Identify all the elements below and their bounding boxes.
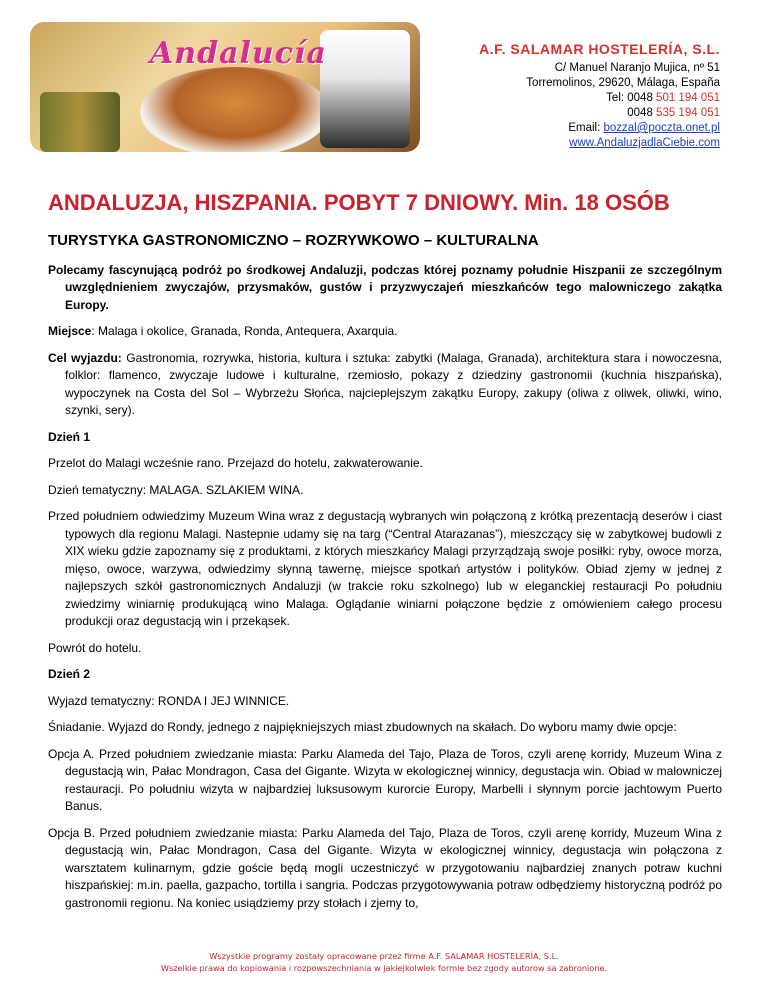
goal-text: Gastronomia, rozrywka, historia, kultura i sztuka: zabytki (Malaga, Granada), architektura stara i nowoczesna, folklor: flamenco, zwyczaje ludowe i kulturalne, rzemiosło, pokazy z dziedziny gastronomii (kuchnia hiszpańska), wypoczynek na Costa del Sol – Wybrzeżu Słońca, najcieplejszym zakątku Europy, zakupy (oliwa z oliwek, oliwki, wino, szynki, sery). (65, 350, 722, 417)
website-link[interactable]: www.AndaluzjadlaCiebie.com (569, 137, 720, 149)
document-title: ANDALUZJA, HISZPANIA. POBYT 7 DNIOWY. Min. 18 OSÓB (48, 190, 670, 215)
day1-paragraph-2: Dzień tematyczny: MALAGA. SZLAKIEM WINA. (48, 482, 304, 497)
intro-paragraph: Polecamy fascynującą podróż po środkowej Andaluzji, podczas której poznamy południe Hiszpanii ze szczególnym uwzględnieniem zwyczajów, przysmaków, gustów i przyzwyczajeń mieszkańców tego malowniczego zakątka Europy. (48, 262, 722, 312)
day2-option-b: Opcja B. Przed południem zwiedzanie miasta: Parku Alameda del Tajo, Plaza de Toros, czyli arenę korridy, Muzeum Wina z degustacją win, Pałac Mondragon, Casa del Gigante. Wizyta w ekologicznej winnicy, degustacja win połączona z warsztatem kulinarnym, gdzie goście będą mogli uczestniczyć w przygotowaniu najbardziej znanych potraw kuchni hiszpańskiej: m.in. paella, gazpacho, tortilla i sangria. Podczas przygotowywania potraw odbędziemy historyczną podróż po gastronomii regionu. Na koniec usiądziemy przy stołach i zjemy to, (48, 825, 722, 910)
day1-paragraph-4: Powrót do hotelu. (48, 640, 142, 655)
document-body (48, 190, 722, 921)
day2-paragraph-2: Śniadanie. Wyjazd do Rondy, jednego z najpiękniejszych miast zbudownych na skałach. Do wyboru mamy dwie opcje: (48, 720, 677, 734)
company-email (420, 121, 720, 136)
day1-paragraph-1: Przelot do Malagi wcześnie rano. Przejazd do hotelu, zakwaterowanie. (48, 456, 423, 470)
email-link[interactable]: bozzal@poczta.onet.pl (603, 122, 720, 134)
day2-paragraph-1: Wyjazd tematyczny: RONDA I JEJ WINNICE. (48, 693, 290, 708)
goal-label: Cel wyjazdu: (48, 350, 122, 365)
day2-heading: Dzień 2 (48, 667, 91, 681)
oil-bottles-graphic (40, 92, 120, 152)
day2-option-a: Opcja A. Przed południem zwiedzanie miasta: Parku Alameda del Tajo, Plaza de Toros, czyli arenę korridy, Muzeum Wina z degustacją win, Pałac Mondragon, Casa del Gigante. Wizyta w ekologicznej winnicy, degustacja win. Obiad w malowniczej restauracji. Po południu wizyta w najbardziej luksusowym kurorcie Europy, Marbelli i słynnym porcie jachtowym Puerto Banus. (48, 746, 722, 813)
place-label: Miejsce (48, 324, 92, 338)
phone-label: Tel: 0048 (606, 92, 657, 104)
day1-paragraph-3: Przed południem odwiedzimy Muzeum Wina wraz z degustacją wybranych win połączoną z krótką prezentacją deserów i ciast typowych dla regionu Malagi. Nastepnie udamy się na targ (“Central Atarazanas”), mieszczący się w zabytkowej budowli z XIX wieku gdzie zapoznamy się z produktami, z których mieszkańcy Malagi przyrządzają swoje posiłki: ryby, owoce morza, mięso, owoce, warzywa, odwiedzimy słynną tawernę, miejsce spotkań artystów i polityków. Obiad zjemy w jednej z najlepszych szkół gastronomicznych Andaluzji (w trakcie roku szkolnego) lub w eleganckiej restauracji Po południu zwiedzimy winiarnię produkującą wino Malaga. Oglądanie winiarni połączone będzie z omówieniem całego procesu produkcji oraz degustacją win i przekąsek. (48, 509, 722, 628)
footer-line-1: Wszystkie programy zostały opracowane przez firme A.F. SALAMAR HOSTELERÍA, S.L. (209, 951, 559, 961)
company-phone-2 (420, 106, 720, 121)
company-info (420, 42, 720, 151)
phone-number-2: 535 194 051 (656, 107, 720, 119)
company-phone-1 (420, 91, 720, 106)
andalucia-logo: Andalucía (150, 36, 327, 71)
header-banner-image (30, 22, 420, 152)
company-address-line1: C/ Manuel Naranjo Mujica, nº 51 (554, 62, 720, 74)
chefs-photo (320, 30, 410, 148)
email-label: Email: (568, 122, 604, 134)
phone-prefix: 0048 (627, 107, 657, 119)
company-address-line2: Torremolinos, 29620, Málaga, España (526, 77, 720, 89)
page-footer (0, 950, 768, 974)
place-text: : Malaga i okolice, Granada, Ronda, Antequera, Axarquia. (91, 324, 398, 338)
document-subtitle: TURYSTYKA GASTRONOMICZNO – ROZRYWKOWO – KULTURALNA (48, 232, 539, 249)
company-name: A.F. SALAMAR HOSTELERÍA, S.L. (479, 41, 720, 57)
place-paragraph (48, 323, 722, 341)
phone-number-1: 501 194 051 (656, 92, 720, 104)
goal-paragraph (48, 350, 722, 420)
day1-heading: Dzień 1 (48, 429, 91, 444)
food-plate-graphic (140, 67, 330, 152)
footer-line-2: Wszelkie prawa do kopiowania i rozpowszechniania w jakiejkolwiek formie bez zgody autorow sa zabronione. (160, 963, 608, 973)
